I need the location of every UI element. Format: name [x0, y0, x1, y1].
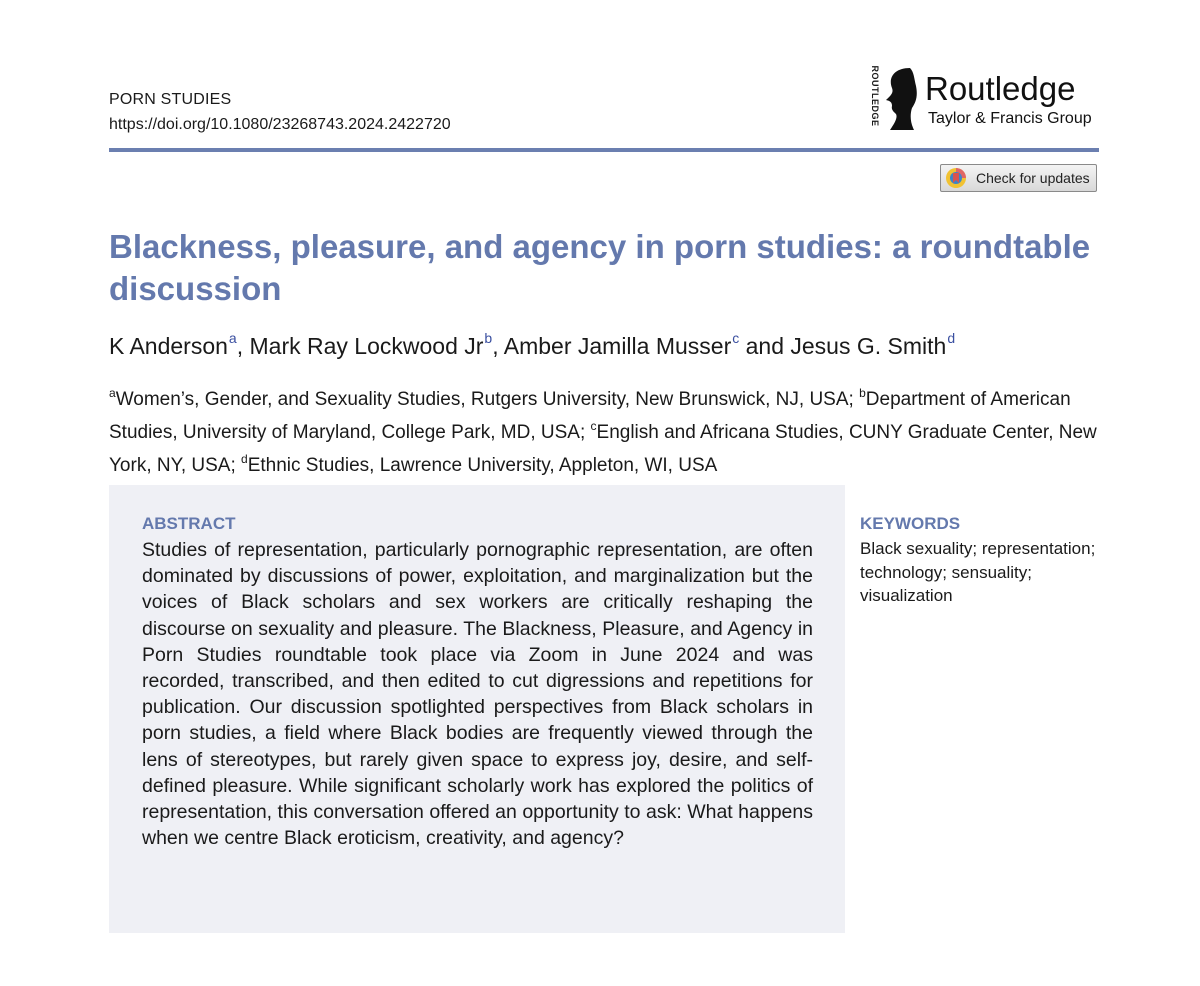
author-affil-marker[interactable]: d [947, 330, 956, 346]
crossmark-icon [945, 167, 967, 189]
affiliations [109, 380, 1109, 479]
affil-marker: b [859, 386, 866, 400]
author-name[interactable]: K Anderson [109, 333, 228, 359]
publisher-group: Taylor & Francis Group [928, 110, 1092, 127]
author-affil-marker[interactable]: c [732, 330, 740, 346]
keywords-heading: KEYWORDS [860, 514, 961, 533]
check-for-updates-label: Check for updates [976, 170, 1090, 186]
keywords-list: Black sexuality; representation; technology; sensuality; visualization [860, 539, 1096, 605]
abstract-heading: ABSTRACT [142, 514, 236, 533]
author-name[interactable]: Amber Jamilla Musser [503, 333, 732, 359]
check-for-updates-button[interactable] [940, 164, 1097, 192]
author-name[interactable]: Jesus G. Smith [790, 333, 947, 359]
author-list [109, 330, 955, 360]
author-affil-marker[interactable]: b [484, 330, 493, 346]
article-title: Blackness, pleasure, and agency in porn studies: a roundtable discussion [109, 228, 1091, 307]
affiliation-text: English and Africana Studies, CUNY Graduate Center, New York, NY, USA; [109, 422, 1097, 476]
affiliation-text: Women’s, Gender, and Sexuality Studies, Rutgers University, New Brunswick, NJ, USA; [115, 389, 860, 410]
author-affil-marker[interactable]: a [228, 330, 237, 346]
publisher-vertical-text: ROUTLEDGE [870, 65, 880, 127]
author-separator: , [236, 333, 250, 359]
publisher-logo [866, 66, 1106, 134]
doi-link[interactable]: https://doi.org/10.1080/23268743.2024.2422720 [109, 116, 451, 133]
publisher-name: Routledge [925, 70, 1076, 107]
affil-marker: d [241, 452, 248, 466]
author-separator: and [739, 333, 791, 359]
affil-marker: a [109, 386, 116, 400]
affil-marker: c [590, 419, 597, 433]
affiliation-text: Department of American Studies, University of Maryland, College Park, MD, USA; [109, 389, 1071, 443]
header-rule [109, 148, 1099, 152]
author-name[interactable]: Mark Ray Lockwood Jr [249, 333, 484, 359]
author-separator: , [492, 333, 504, 359]
abstract-box [109, 485, 845, 933]
journal-name: PORN STUDIES [109, 91, 232, 108]
affiliation-text: Ethnic Studies, Lawrence University, Appleton, WI, USA [247, 455, 718, 476]
routledge-head-icon [880, 66, 918, 132]
abstract-text: Studies of representation, particularly pornographic representation, are often dominated by discussions of power, exploitation, and marginalization but the voices of Black scholars and sex workers are critically reshaping the discourse on sexuality and pleasure. The Blackness, Pleasure, and Agency in Porn Studies roundtable took place via Zoom in June 2024 and was recorded, transcribed, and then edited to cut digressions and repetitions for publication. Our discussion spotlighted perspectives from Black scholars in porn studies, a field where Black bodies are frequently viewed through the lens of stereotypes, but rarely given space to express joy, desire, and self-defined pleasure. While significant scholarly work has explored the politics of representation, this conversation offered an opportunity to ask: What happens when we centre Black eroticism, creativity, and agency? [142, 539, 813, 850]
